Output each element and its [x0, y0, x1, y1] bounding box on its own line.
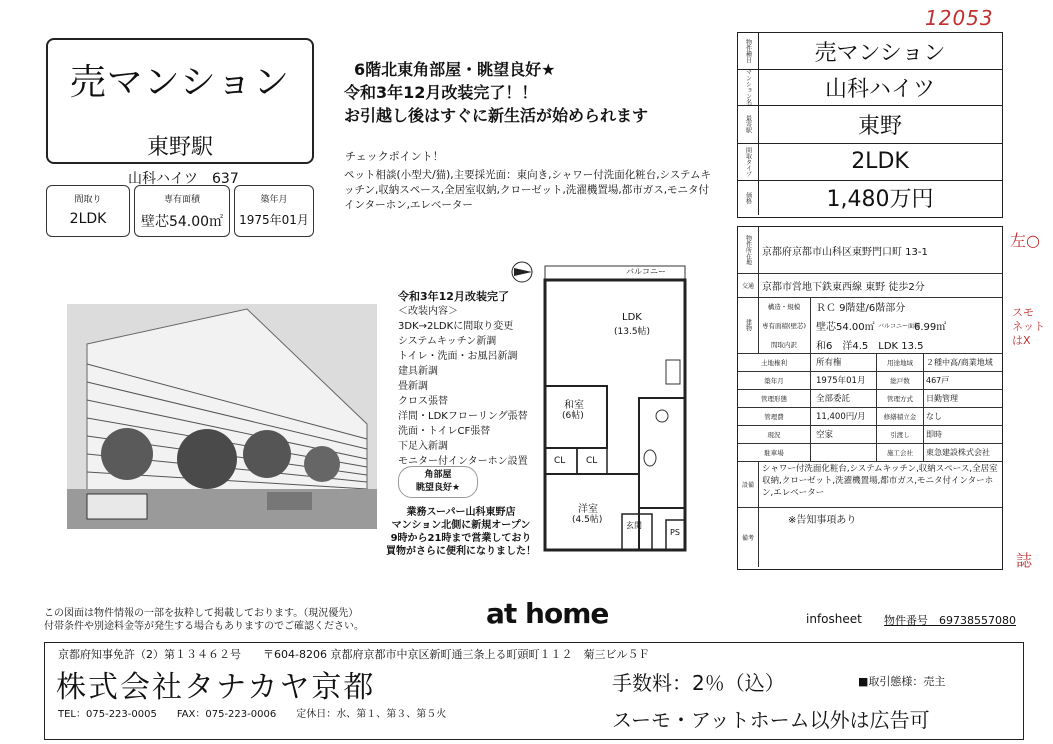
detail-traffic-row [738, 273, 1002, 298]
title-box [46, 38, 314, 164]
summary-label: 最寄駅 [738, 105, 759, 143]
building-name-line: 山科ハイツ 637 [128, 171, 239, 187]
detail-table [737, 226, 1003, 570]
washitsu-size: (6帖) [562, 411, 584, 421]
detail-label: 物件所在地 [738, 227, 759, 273]
detail-label: 設備 [738, 461, 759, 507]
ps-label: PS [670, 528, 680, 537]
detail-row-value [816, 443, 876, 461]
property-type-title: 売マンション [69, 62, 291, 103]
summary-row [738, 180, 1002, 215]
corner-badge-line: 眺望良好★ [415, 483, 461, 493]
detail-row-value: 467戸 [926, 375, 950, 385]
headline-line: 6階北東角部屋・眺望良好★ [354, 60, 556, 79]
ad-permission: スーモ・アットホーム以外は広告可 [612, 708, 930, 732]
infosheet-label: infosheet [806, 612, 862, 626]
renovation-item: 洋間・LDKフローリング張替 [398, 411, 528, 422]
detail-equip: シャワー付洗面化粧台,システムキッチン,収納スペース,全居室収納,クローゼット,洗濯機置場,都市ガス,モニタ付インターホン,エレベーター [762, 464, 998, 498]
spec-value: 2LDK [69, 211, 107, 227]
youshitsu-size: (4.5帖) [572, 515, 603, 525]
renovation-item: システムキッチン新調 [398, 336, 497, 347]
summary-value: 2LDK [851, 149, 909, 174]
building-photo-drawing [67, 304, 377, 529]
company-name: 株式会社タナカヤ京都 [56, 670, 376, 705]
detail-sublabel: 構造・規模 [758, 297, 811, 315]
spec-label: 間取り [74, 195, 102, 205]
shop-note-line: 9時から21時まで営業しており [390, 533, 532, 544]
detail-row-label: 総戸数 [876, 371, 924, 389]
summary-row [738, 105, 1002, 144]
closet-label: CL [554, 456, 566, 466]
detail-notes-row [738, 507, 1002, 567]
detail-row [738, 425, 1002, 444]
detail-label: 建物 [738, 297, 759, 353]
detail-equip-row [738, 461, 1002, 508]
license-line: 京都府知事免許（2）第１３４６２号 〒604-8206 京都府京都市中京区新町通三条上る町頭町１１２ 菊三ビル５Ｆ [58, 648, 650, 661]
detail-row-label: 現況 [738, 425, 811, 443]
headline-line: お引越し後はすぐに新生活が始められます [344, 106, 649, 125]
detail-row-value: 即時 [926, 429, 942, 439]
handwritten-note: 誌 [1016, 551, 1033, 570]
spec-built [234, 185, 314, 237]
detail-row-value: なし [926, 411, 942, 421]
renovation-item: モニター付インターホン設置 [398, 456, 528, 467]
summary-row [738, 69, 1002, 106]
station-name: 東野駅 [146, 135, 213, 160]
detail-sublabel: 間取内訳 [758, 335, 811, 353]
handwritten-note: スモ ネット はX [1012, 306, 1045, 347]
building-photo [67, 304, 377, 529]
detail-row-value: 日勤管理 [926, 393, 958, 403]
property-number: 物件番号 69738557080 [884, 614, 1016, 627]
detail-row-label: 管理費 [738, 407, 811, 425]
detail-row-value: ２種中高/商業地域 [926, 357, 993, 367]
detail-row-label: 駐車場 [738, 443, 811, 461]
corner-badge-line: 角部屋 [424, 470, 452, 480]
summary-row [738, 143, 1002, 181]
summary-value: 東野 [857, 113, 902, 139]
detail-row [738, 443, 1002, 462]
youshitsu-label: 洋室 [578, 504, 598, 515]
headline-line: 令和3年12月改装完了！！ [344, 83, 538, 102]
summary-label: 物件種目 [738, 33, 759, 69]
summary-value: 山科ハイツ [824, 76, 935, 102]
handwritten-number: 12053 [925, 6, 994, 30]
summary-table [737, 32, 1003, 218]
spec-area [134, 185, 230, 237]
summary-label: 価格 [738, 180, 759, 215]
renovation-item: 洗面・トイレCF張替 [398, 426, 491, 437]
shop-note-line: マンション北側に新規オープン [391, 520, 531, 531]
detail-row-value: 全部委託 [816, 394, 851, 404]
commission-fee: 手数料：2％（込） [612, 671, 785, 695]
spec-value: 壁芯54.00㎡ [140, 214, 224, 230]
renovation-item: クロス張替 [398, 396, 448, 407]
detail-row-label: 用途地域 [876, 353, 924, 371]
summary-label: マンション名 [738, 69, 759, 105]
athome-logo: at home [486, 597, 609, 630]
summary-price: 1,480万円 [826, 187, 934, 212]
spec-label: 専有面積 [163, 195, 200, 205]
detail-row-label: 土地権利 [738, 353, 811, 371]
closet-label: CL [586, 456, 598, 466]
corner-badge [398, 466, 478, 498]
detail-row-label: 施工会社 [876, 443, 924, 461]
spec-value: 1975年01月 [239, 213, 309, 227]
handwritten-note: 左○ [1010, 231, 1040, 250]
detail-row-label: 引渡し [876, 425, 924, 443]
washitsu-label: 和室 [564, 400, 584, 411]
detail-building-row [738, 297, 1002, 354]
detail-label: 備考 [738, 507, 759, 567]
renovation-title: 令和3年12月改装完了 [398, 290, 509, 303]
summary-row [738, 33, 1002, 70]
detail-row [738, 371, 1002, 390]
trade-type: ■取引態様：売主 [858, 675, 946, 688]
headline [344, 58, 648, 127]
spec-label: 築年月 [260, 195, 288, 205]
renovation-item: ＜改装内容＞ [398, 306, 458, 317]
spec-layout [46, 185, 130, 237]
detail-row-value: 11,400円/月 [816, 412, 866, 422]
disclaimer [44, 607, 364, 633]
detail-row-value: 所有権 [816, 358, 842, 368]
shop-note-line: 業務スーパー山科東野店 [406, 507, 516, 518]
detail-traffic: 京都市営地下鉄東西線 東野 徒歩2分 [762, 281, 925, 293]
detail-balcony: 6.99㎡ [914, 321, 947, 333]
detail-address: 京都府京都市山科区東野門口町 13-1 [762, 246, 928, 258]
detail-address-row [738, 227, 1002, 274]
detail-sublabel: バルコニー面積 [878, 322, 921, 330]
genkan-label: 玄関 [626, 521, 642, 530]
renovation-item: 建具新調 [398, 366, 438, 377]
detail-row-value: 空家 [816, 430, 834, 440]
disclaimer-line: この図面は物件情報の一部を抜粋して掲載しております。（現況優先） [44, 608, 359, 619]
summary-label: 間取タイプ [738, 143, 759, 180]
detail-row [738, 389, 1002, 408]
detail-notes: ※告知事項あり [788, 515, 857, 526]
balcony-label: バルコニー [626, 267, 666, 276]
shop-note [376, 506, 546, 558]
contact-line: TEL：075-223-0005 FAX：075-223-0006 定休日：水、第１、第３、第５火 [58, 709, 447, 720]
detail-row-label: 修繕積立金 [876, 407, 924, 425]
renovation-item: 畳新調 [398, 381, 428, 392]
renovation-item: 3DK→2LDKに間取り変更 [398, 321, 514, 332]
detail-structure: ＲＣ 9階建/6階部分 [816, 302, 906, 314]
detail-label: 交通 [738, 273, 759, 297]
renovation-notes [398, 289, 528, 469]
checkpoint-title: チェックポイント！ [345, 150, 444, 163]
summary-value: 売マンション [814, 40, 946, 66]
disclaimer-line: 付帯条件や別途料金等が発生する場合もありますのでご確認ください。 [44, 621, 364, 632]
detail-layout: 和6 洋4.5 LDK 13.5 [816, 340, 924, 352]
detail-sublabel: 専有面積(壁芯) [758, 315, 811, 335]
renovation-item: トイレ・洗面・お風呂新調 [398, 351, 518, 362]
shop-note-line: 買物がさらに便利になりました！ [386, 546, 536, 557]
detail-row [738, 407, 1002, 426]
detail-area: 壁芯54.00㎡ [816, 321, 875, 333]
detail-row-label: 管理形態 [738, 389, 811, 407]
ldk-size: (13.5帖) [614, 327, 651, 337]
ldk-label: LDK [622, 312, 642, 323]
detail-row [738, 353, 1002, 372]
detail-row-value: 東急建設株式会社 [926, 447, 990, 457]
checkpoint-body: ペット相談(小型犬/猫),主要採光面：東向き,シャワー付洗面化粧台,システムキッチン,収納スペース,全居室収納,クローゼット,洗濯機置場,都市ガス,モニタ付インターホン,エレベーター [344, 169, 711, 211]
detail-row-value: 1975年01月 [816, 376, 866, 386]
detail-row-label: 築年月 [738, 371, 811, 389]
renovation-item: 下足入新調 [398, 441, 448, 452]
detail-row-label: 管理方式 [876, 389, 924, 407]
